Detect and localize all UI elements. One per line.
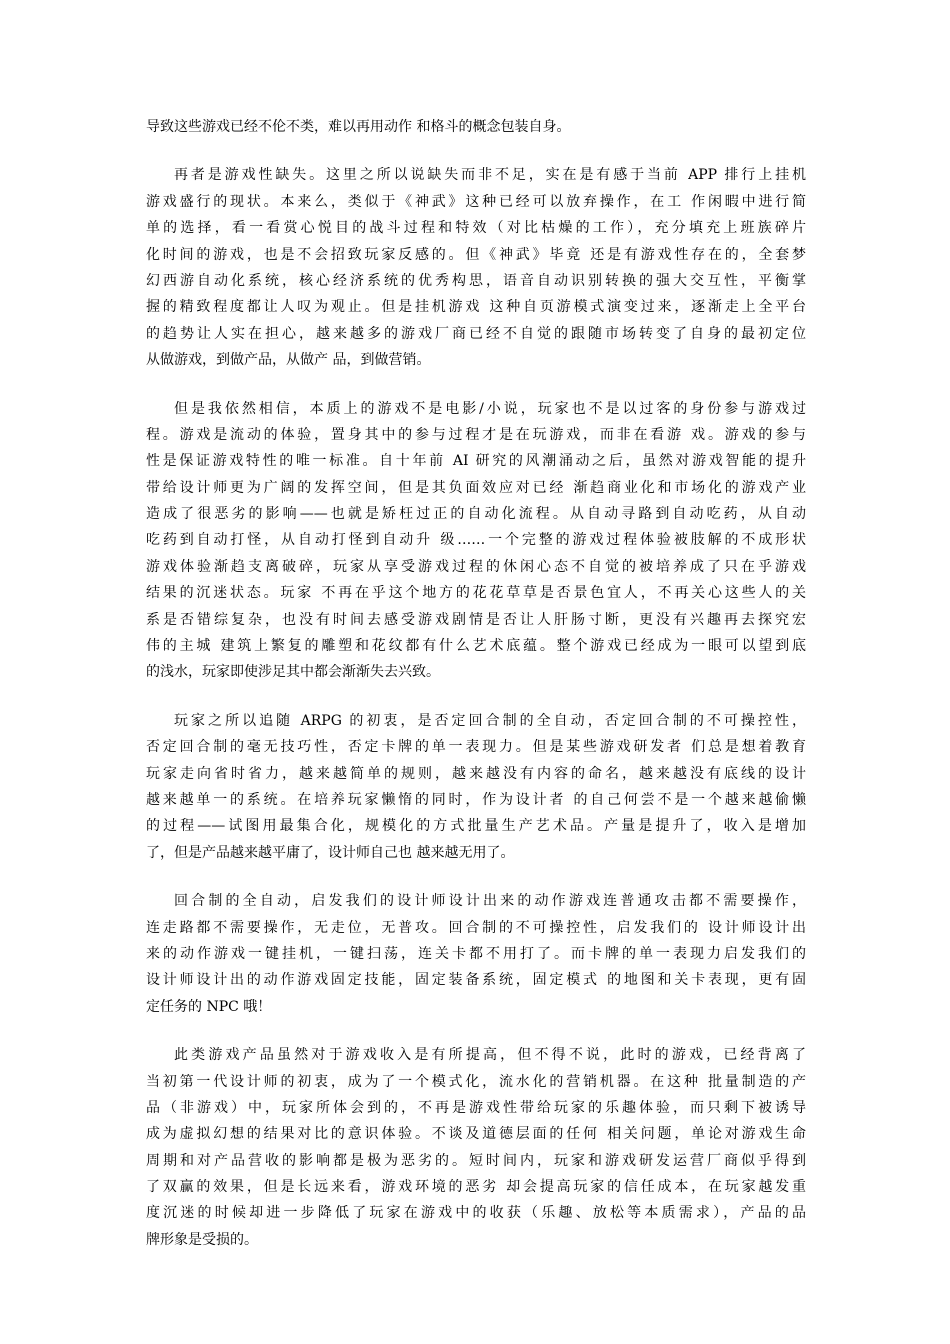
text-line: 单的选择，看一看赏心悦目的战斗过程和特效（对比枯燥的工作），充分填充上班族碎片: [146, 220, 806, 237]
text-line: 幻西游自动化系统，核心经济系统的优秀构思，语音自动识别转换的强大交互性，平衡掌: [146, 272, 806, 289]
text-line: 此类游戏产品虽然对于游戏收入是有所提高，但不得不说，此时的游戏，已经背离了: [174, 1047, 806, 1064]
text-line: 了双赢的效果，但是长远来看，游戏环境的恶劣 却会提高玩家的信任成本，在玩家越发重: [146, 1179, 806, 1196]
text-line: 品（非游戏）中，玩家所体会到的，不再是游戏性带给玩家的乐趣体验，而只剩下被诱导: [146, 1099, 806, 1116]
text-line: 性是保证游戏特性的唯一标准。自十年前 AI 研究的风潮涌动之后，虽然对游戏智能的提升: [146, 453, 806, 470]
text-line: 造成了很恶劣的影响——也就是矫枉过正的自动化流程。从自动寻路到自动吃药，从自动: [146, 506, 806, 523]
text-line: 成为虚拟幻想的结果对比的意识体验。不谈及道德层面的任何 相关问题，单论对游戏生命: [146, 1126, 806, 1143]
document-page: [146, 114, 806, 1275]
text-line: 来的动作游戏一键挂机，一键扫荡，连关卡都不用打了。而卡牌的单一表现力启发我们的: [146, 945, 806, 962]
text-line: 握的精致程度都让人叹为观止。但是挂机游戏 这种自页游模式演变过来，逐渐走上全平台: [146, 299, 806, 316]
text-line: 玩家走向省时省力，越来越简单的规则，越来越没有内容的命名，越来越没有底线的设计: [146, 765, 806, 782]
text-line: 带给设计师更为广阔的发挥空间，但是其负面效应对已经 渐趋商业化和市场化的游戏产业: [146, 479, 806, 496]
paragraph-6: [146, 1042, 806, 1253]
text-line: 游戏盛行的现状。本来么，类似于《神武》这种已经可以放弃操作，在工 作闲暇中进行简: [146, 193, 806, 210]
paragraph-4: [146, 708, 806, 866]
text-line: 的过程——试图用最集合化，规模化的方式批量生产艺术品。产量是提升了，收入是增加: [146, 818, 806, 835]
text-line: 连走路都不需要操作，无走位，无普攻。回合制的不可操控性，启发我们的 设计师设计出: [146, 919, 806, 936]
text-line: 化时间的游戏，也是不会招致玩家反感的。但《神武》毕竟 还是有游戏性存在的，全套梦: [146, 246, 806, 263]
text-line: 伟的主城 建筑上繁复的雕塑和花纹都有什么艺术底蕴。整个游戏已经成为一眼可以望到底: [146, 638, 806, 655]
paragraph-5: [146, 888, 806, 1020]
text-line: 游戏体验渐趋支离破碎，玩家从享受游戏过程的休闲心态不自觉的被培养成了只在乎游戏: [146, 558, 806, 575]
text-line: 吃药到自动打怪，从自动打怪到自动升 级……一个完整的游戏过程体验被肢解的不成形状: [146, 532, 806, 549]
text-line: 当初第一代设计师的初衷，成为了一个模式化，流水化的营销机器。在这种 批量制造的产: [146, 1073, 806, 1090]
text-line: 但是我依然相信，本质上的游戏不是电影/小说，玩家也不是以过客的身份参与游戏过: [174, 400, 806, 417]
paragraph-2: [146, 162, 806, 373]
text-line: 牌形象是受损的。: [146, 1231, 258, 1248]
text-line: 系是否错综复杂，也没有时间去感受游戏剧情是否让人肝肠寸断，更没有兴趣再去探究宏: [146, 611, 806, 628]
text-line: 导致这些游戏已经不伦不类，难以再用动作 和格斗的概念包装自身。: [146, 119, 571, 135]
text-line: 从做游戏，到做产品，从做产 品，到做营销。: [146, 352, 431, 369]
text-line: 的趋势让人实在担心，越来越多的游戏厂商已经不自觉的跟随市场转变了自身的最初定位: [146, 325, 806, 342]
text-line: 结果的沉迷状态。玩家 不再在乎这个地方的花花草草是否景色宜人，不再关心这些人的关: [146, 585, 806, 602]
text-line: 定任务的 NPC 哦！: [146, 998, 272, 1015]
text-line: 否定回合制的毫无技巧性，否定卡牌的单一表现力。但是某些游戏研发者 们总是想着教育: [146, 739, 806, 756]
text-line: 再者是游戏性缺失。这里之所以说缺失而非不足，实在是有感于当前 APP 排行上挂机: [174, 167, 806, 184]
text-line: 越来越单一的系统。在培养玩家懒惰的同时，作为设计者 的自己何尝不是一个越来越偷懒: [146, 791, 806, 808]
text-line: 的浅水，玩家即使涉足其中都会渐渐失去兴致。: [146, 664, 440, 681]
text-line: 周期和对产品营收的影响都是极为恶劣的。短时间内，玩家和游戏研发运营厂商似乎得到: [146, 1152, 806, 1169]
text-line: 程。游戏是流动的体验，置身其中的参与过程才是在玩游戏，而非在看游 戏。游戏的参与: [146, 426, 806, 443]
text-line: 玩家之所以追随 ARPG 的初衷，是否定回合制的全自动，否定回合制的不可操控性，: [174, 712, 806, 729]
paragraph-1: [146, 114, 806, 140]
text-line: 设计师设计出的动作游戏固定技能，固定装备系统，固定模式 的地图和关卡表现，更有固: [146, 972, 806, 989]
text-line: 度沉迷的时候却进一步降低了玩家在游戏中的收获（乐趣、放松等本质需求），产品的品: [146, 1205, 806, 1222]
paragraph-3: [146, 396, 806, 686]
text-line: 回合制的全自动，启发我们的设计师设计出来的动作游戏连普通攻击都不需要操作，: [174, 893, 806, 910]
text-line: 了，但是产品越来越平庸了，设计师自己也 越来越无用了。: [146, 844, 515, 861]
